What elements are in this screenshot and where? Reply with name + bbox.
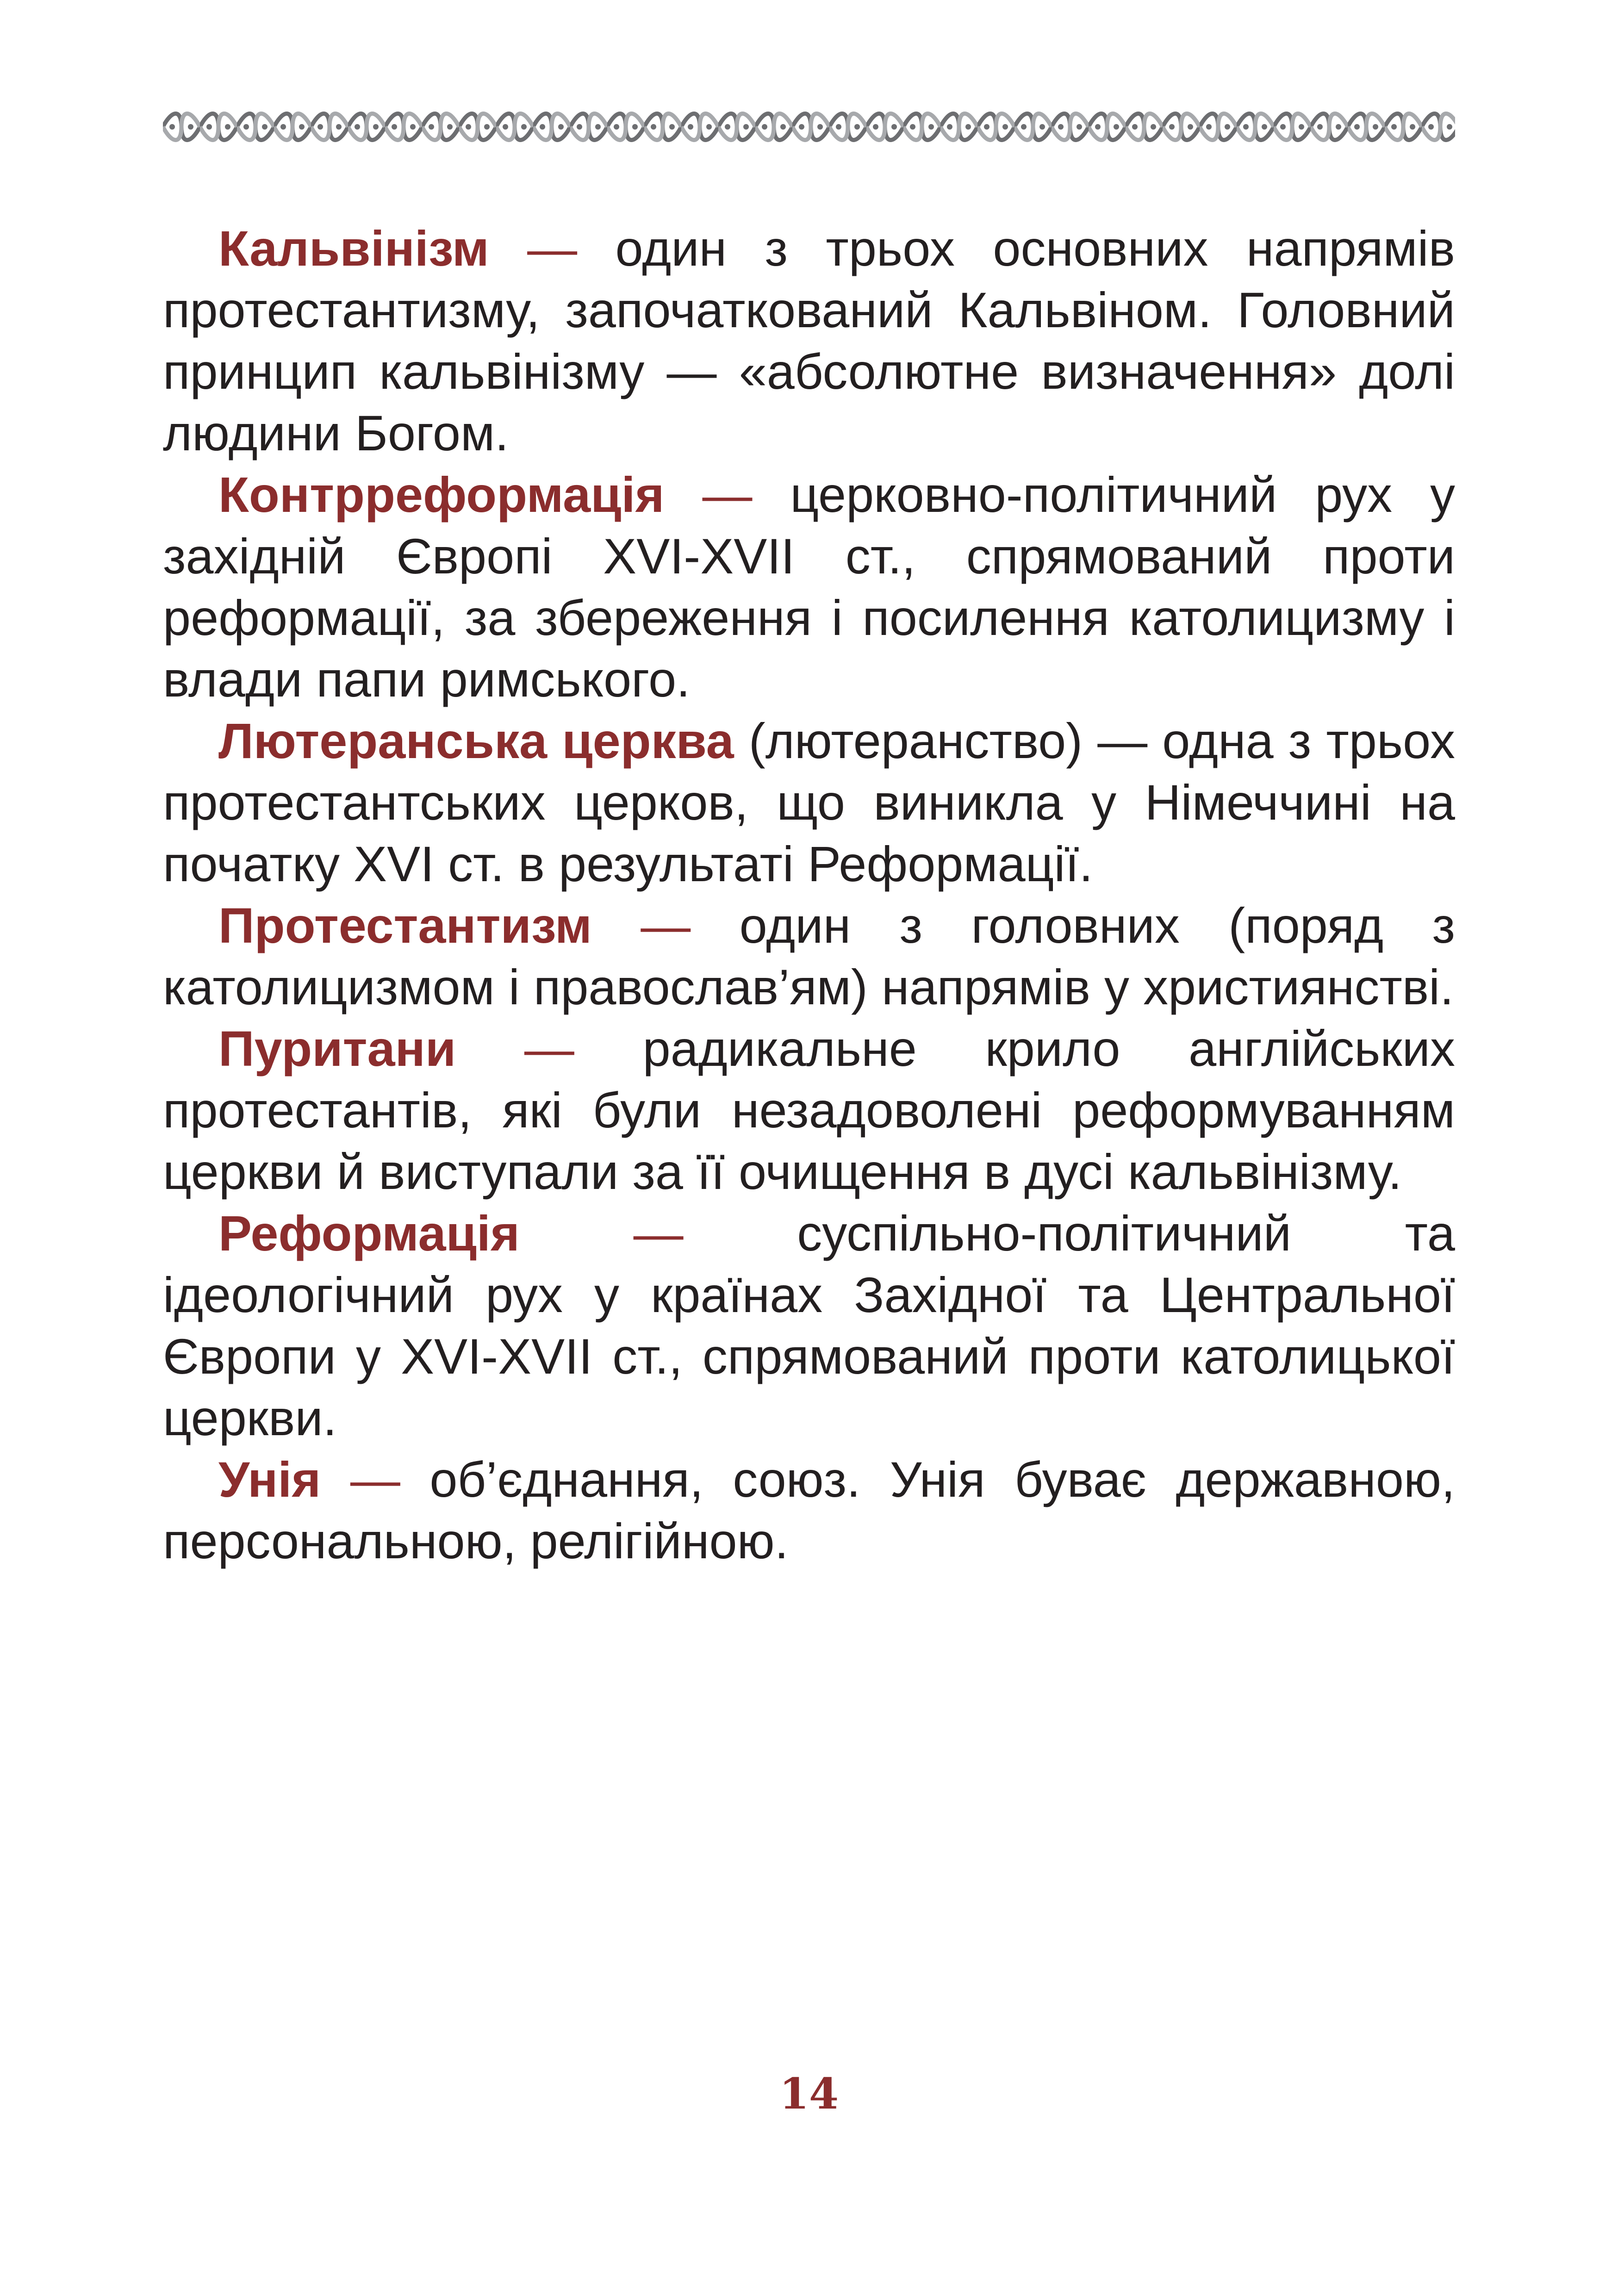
glossary-definition: об’єднання, союз. Унія буває державною, персональною, релігійною. xyxy=(163,1451,1455,1569)
glossary-term: Унія xyxy=(218,1451,321,1507)
glossary-entry xyxy=(163,710,1455,895)
term-dash: — xyxy=(524,1020,574,1076)
glossary-entry xyxy=(163,1018,1455,1202)
glossary-entry xyxy=(163,464,1455,710)
glossary-definition: (лютеранство) — одна з трьох протестантських церков, що виникла у Німеччині на початку XVI ст. в результаті Реформації. xyxy=(163,713,1455,892)
term-dash: — xyxy=(350,1451,400,1507)
glossary-entry xyxy=(163,1449,1455,1572)
glossary-term: Кальвінізм xyxy=(218,220,489,276)
glossary-term: Реформація xyxy=(218,1205,520,1261)
braided-ornament-border xyxy=(163,106,1455,148)
term-dash: — xyxy=(633,1205,684,1261)
glossary-definition: один з трьох основних напрямів протестантизму, започаткований Кальвіном. Головний принцип кальвінізму — «абсолютне визначення» долі людини Богом. xyxy=(163,220,1455,461)
glossary-term: Лютеранська церква xyxy=(218,713,734,769)
page-number: 14 xyxy=(779,2069,839,2119)
term-dash: — xyxy=(702,467,753,523)
glossary-definition: церковно-політичний рух у західній Європі XVI-XVII ст., спрямований проти реформації, за збереження і посилення католицизму і влади папи римського. xyxy=(163,467,1455,707)
glossary-entry xyxy=(163,895,1455,1018)
term-dash: — xyxy=(641,897,691,953)
glossary-text xyxy=(163,218,1455,1572)
glossary-entry xyxy=(163,1202,1455,1449)
term-dash: — xyxy=(527,220,578,276)
glossary-term: Протестантизм xyxy=(218,897,592,953)
glossary-definition: один з головних (поряд з католицизмом і православ’ям) напрямів у християнстві. xyxy=(163,897,1455,1015)
glossary-definition: радикальне крило англійських протестантів, які були незадоволені реформуванням церкви й виступали за її очищення в дусі кальвінізму. xyxy=(163,1020,1456,1200)
glossary-term: Контрреформація xyxy=(218,467,665,523)
glossary-term: Пуритани xyxy=(218,1020,456,1076)
glossary-definition: суспільно-політичний та ідеологічний рух у країнах Західної та Центральної Європи у XVI-XVII ст., спрямований проти католицької церкви. xyxy=(163,1205,1455,1446)
glossary-entry xyxy=(163,218,1455,464)
